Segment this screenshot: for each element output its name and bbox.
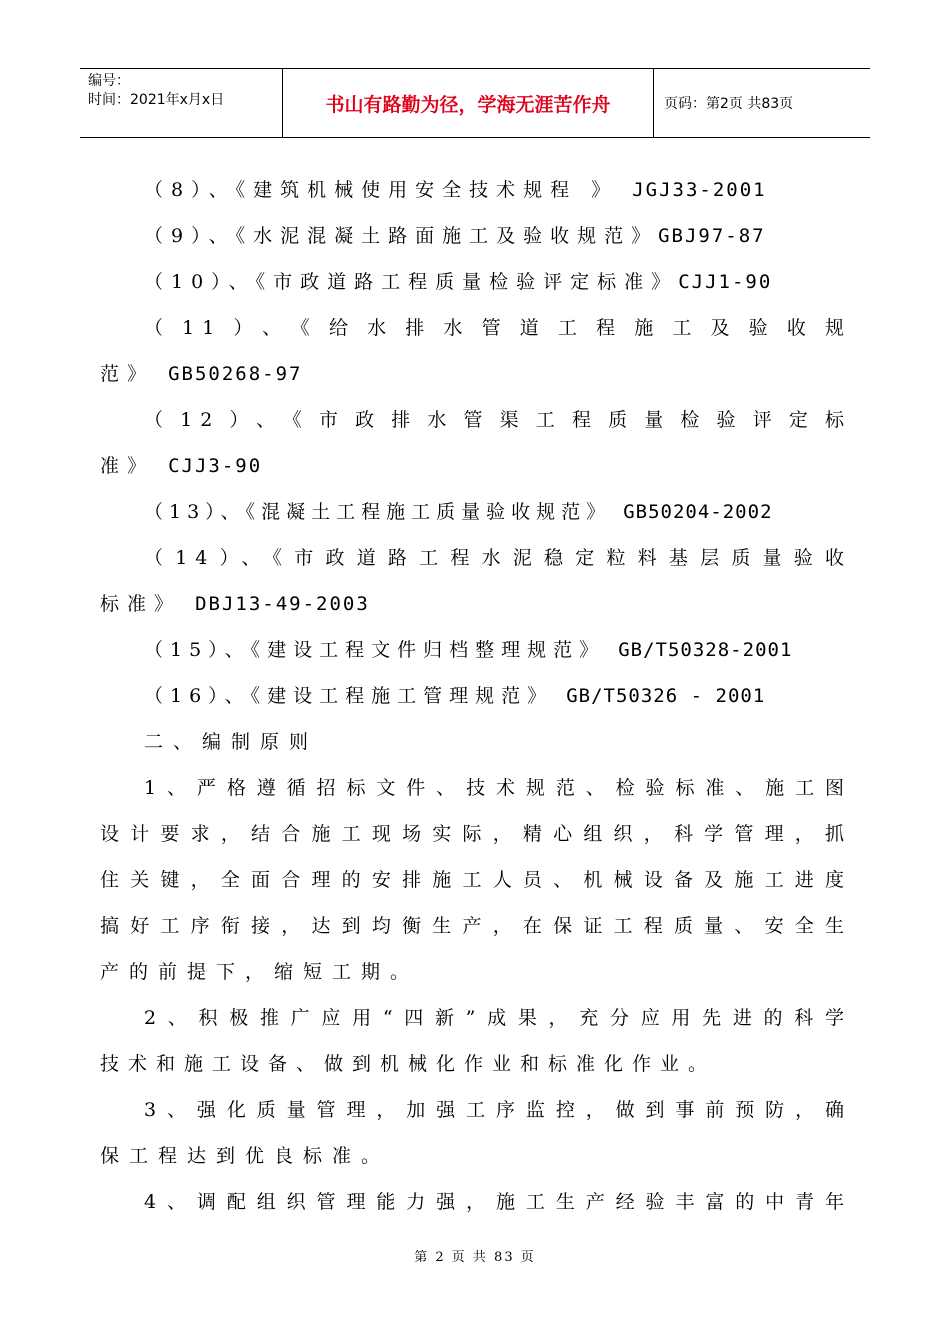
- body-line: （10）、《市政道路工程质量检验评定标准》CJJ1-90: [144, 271, 773, 293]
- document-date-label: 时间：2021年x月x日: [88, 92, 225, 108]
- body-line: 技术和施工设备、做到机械化作业和标准化作业。: [100, 1053, 717, 1075]
- body-line: 标准》 DBJ13-49-2003: [100, 593, 370, 615]
- body-line: （15）、《建设工程文件归档整理规范》 GB/T50328-2001: [144, 639, 793, 661]
- body-line: （12）、《市政排水管渠工程质量检验评定标: [144, 409, 852, 431]
- body-line: （8）、《建筑机械使用安全技术规程 》 JGJ33-2001: [144, 179, 767, 201]
- body-line: 1、严格遵循招标文件、技术规范、检验标准、施工图: [144, 777, 852, 799]
- page-footer: 第 2 页 共 83 页: [414, 1250, 536, 1265]
- body-line: 准》 CJJ3-90: [100, 455, 263, 477]
- body-line: （14）、《市政道路工程水泥稳定粒料基层质量验收: [144, 547, 852, 569]
- body-line: 保工程达到优良标准。: [100, 1145, 391, 1167]
- body-line: 住关键，全面合理的安排施工人员、机械设备及施工进度: [100, 869, 852, 891]
- body-line: 产的前提下，缩短工期。: [100, 961, 420, 983]
- body-line: 搞好工序衔接，达到均衡生产，在保证工程质量、安全生: [100, 915, 852, 937]
- header-page-info: 页码：第2页 共83页: [664, 96, 794, 112]
- body-line: 设计要求，结合施工现场实际，精心组织，科学管理，抓: [100, 823, 852, 845]
- section-heading: 二、编制原则: [144, 731, 319, 753]
- body-line: 范》 GB50268-97: [100, 363, 303, 385]
- body-line: （11）、《给水排水管道工程施工及验收规: [144, 317, 852, 339]
- header-meta: [80, 69, 282, 137]
- body-line: 2、积极推广应用“四新”成果，充分应用先进的科学: [144, 1007, 852, 1029]
- document-number-label: 编号：: [88, 73, 130, 89]
- body-line: （13）、《混凝土工程施工质量验收规范》 GB50204-2002: [144, 501, 773, 523]
- body-line: （9）、《水泥混凝土路面施工及验收规范》GBJ97-87: [144, 225, 766, 247]
- body-line: 3、强化质量管理，加强工序监控，做到事前预防，确: [144, 1099, 852, 1121]
- body-line: （16）、《建设工程施工管理规范》 GB/T50326 - 2001: [144, 685, 766, 707]
- header-motto: 书山有路勤为径，学海无涯苦作舟: [282, 69, 654, 137]
- page-header: [80, 68, 870, 138]
- body-line: 4、调配组织管理能力强，施工生产经验丰富的中青年: [144, 1191, 852, 1213]
